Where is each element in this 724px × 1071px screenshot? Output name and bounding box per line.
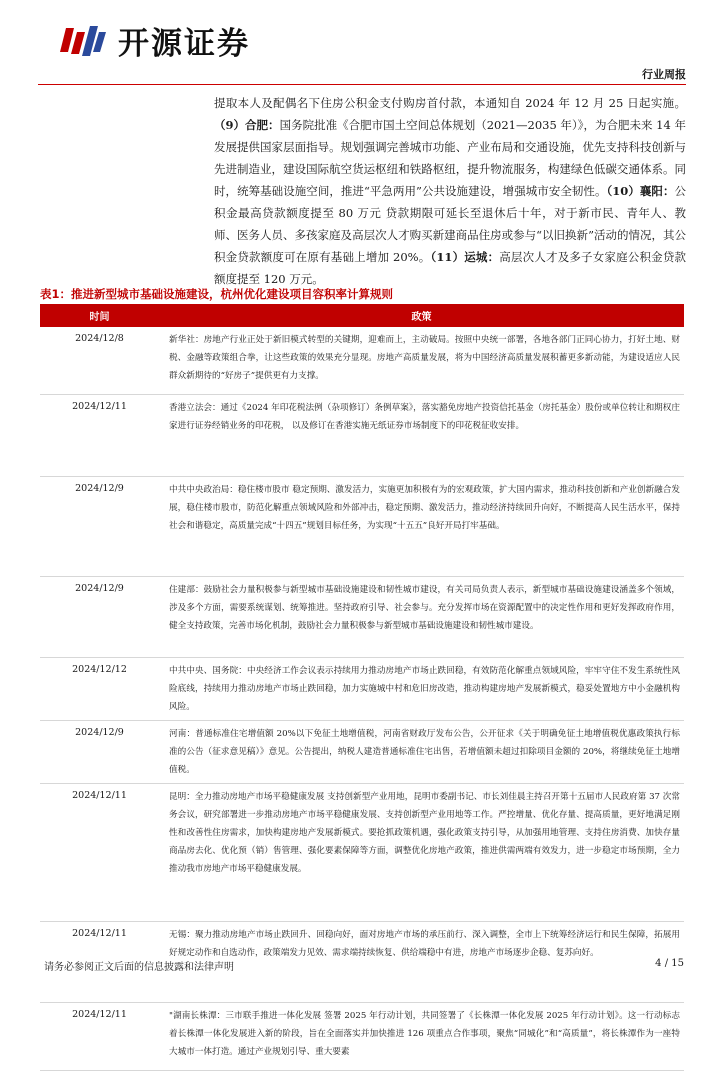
table-header-row — [40, 304, 684, 327]
row-date: 2024/12/8 — [40, 327, 159, 394]
table-row — [40, 576, 684, 657]
row-date: 2024/12/11 — [40, 921, 159, 1002]
column-header-policy: 政策 — [159, 304, 684, 327]
row-date: 2024/12/9 — [40, 476, 159, 576]
brand-name: 开源证券 — [118, 25, 250, 62]
row-policy-text: 香港立法会：通过《2024 年印花税法例（杂项修订）条例草案》，落实豁免房地产投资信托基金（房托基金）股份或单位转让和期权庄家进行证券经销业务的印花税， 以及修订在香港实施无纸证券市场制度下的印花税征收安排。 — [159, 394, 684, 476]
row-date: 2024/12/12 — [40, 657, 159, 720]
row-policy-text: 河南：普通标准住宅增值额 20%以下免征土地增值税，河南省财政厅发布公告，公开征求《关于明确免征土地增值税优惠政策执行标准的公告（征求意见稿）》意见。公告提出，纳税人建造普通标准住宅出售，若增值额未超过扣除项目金额的 20%，将继续免征土地增值税。 — [159, 720, 684, 783]
brand-logo — [58, 20, 250, 60]
paragraph-text: 提取本人及配偶名下住房公积金支付购房首付款，本通知自 2024 年 12 月 25 日起实施。 — [214, 96, 686, 110]
report-type-label: 行业周报 — [642, 68, 686, 81]
row-policy-text: 昆明：全力推动房地产市场平稳健康发展 支持创新型产业用地，昆明市委副书记、市长刘佳晨主持召开第十五届市人民政府第 37 次常务会议，研究部署进一步推动房地产市场平稳健康发展、支持创新型产业用地等工作。严控增量、优化存量、提高质量，更好地满足刚性和改善性住房需求，加快构建房地产发展新模式。要抢抓政策机遇，强化政策支持引导，从加强用地管理、支持住房消费、加快存量商品房去化、优化预（销）售管理、强化要素保障等方面，调整优化房地产政策，推进供需两端有效发力，进一步稳定市场预期，全力推动我市房地产市场平稳健康发展。 — [159, 783, 684, 921]
row-policy-text: 住建部：鼓励社会力量积极参与新型城市基础设施建设和韧性城市建设，有关司局负责人表示，新型城市基础设施建设涵盖多个领域，涉及多个方面，需要系统谋划、统筹推进。坚持政府引导、社会参与。充分发挥市场在资源配置中的决定性作用和更好发挥政府作用，健全支持政策，完善市场化机制，鼓励社会力量积极参与新型城市基础设施建设和韧性城市建设。 — [159, 576, 684, 657]
page-number: 4 / 15 — [655, 958, 684, 969]
row-policy-text: 无锡：聚力推动房地产市场止跌回升、回稳向好，面对房地产市场的承压前行、深入调整，全市上下统筹经济运行和民生保障，拓展用好规定动作和自选动作，政策端发力见效、需求端持续恢复、供给端稳中有进，房地产市场逐步企稳、复苏向好。 — [159, 921, 684, 1002]
logo-mark-icon — [58, 22, 110, 58]
row-date: 2024/12/9 — [40, 576, 159, 657]
row-date: 2024/12/11 — [40, 394, 159, 476]
row-policy-text: 中共中央、国务院：中央经济工作会议表示持续用力推动房地产市场止跌回稳，有效防范化解重点领域风险，牢牢守住不发生系统性风险底线，持续用力推动房地产市场止跌回稳，加力实施城中村和危旧房改造，推动构建房地产发展新模式，稳妥处置地方中小金融机构风险。 — [159, 657, 684, 720]
row-date: 2024/12/9 — [40, 720, 159, 783]
policy-table — [40, 304, 684, 1071]
row-policy-text: 新华社：房地产行业正处于新旧模式转型的关键期，迎难而上，主动破局。按照中央统一部署，各地各部门正同心协力，打好土地、财税、金融等政策组合拳，让这些政策的效果充分显现。房地产高质量发展，将为中国经济高质量发展积蓄更多新动能，为建设适应人民群众新期待的“好房子”提供更有力支撑。 — [159, 327, 684, 394]
city-heading-xiangyang: （10）襄阳： — [606, 184, 675, 198]
page-footer — [44, 958, 684, 973]
paragraph-text: 国务院批准《合肥市国土空间总体规划（2021—2035 年）》，为合肥未来 14 年发展提供国家层面指导。规划强调完善城市功能、产业布局和交通设施，优先支持科技创新与先进制造业，建设国际航空货运枢纽和铁路枢纽，提升物流服务，构建绿色低碳交通体系。同时，统筹基础设施空间，推进“平急两用”公共设施建设，增强城市安全韧性。 — [214, 118, 686, 198]
table-row — [40, 1002, 684, 1070]
table-row — [40, 720, 684, 783]
table-row — [40, 327, 684, 394]
table-row — [40, 783, 684, 921]
header-divider — [38, 84, 686, 85]
row-date: 2024/12/11 — [40, 1002, 159, 1070]
table-row — [40, 476, 684, 576]
body-paragraph — [214, 92, 686, 290]
column-header-time: 时间 — [40, 304, 159, 327]
table-row — [40, 394, 684, 476]
page-header — [0, 0, 724, 80]
row-date: 2024/12/11 — [40, 783, 159, 921]
disclaimer-text: 请务必参阅正文后面的信息披露和法律声明 — [44, 962, 234, 973]
city-heading-hefei: （9）合肥： — [214, 118, 280, 132]
city-heading-yuncheng: （11）运城： — [430, 250, 500, 264]
row-policy-text: "湖南长株潭：三市联手推进一体化发展 签署 2025 年行动计划，共同签署了《长株潭一体化发展 2025 年行动计划》。这一行动标志着长株潭一体化发展进入新的阶段，旨在全面落实并加快推进 126 项重点合作事项，聚焦“同城化”和“高质量”，将长株潭作为一座特大城市一体打造。通过产业规划引导、重大要素 — [159, 1002, 684, 1070]
table-title: 表1：推进新型城市基础设施建设，杭州优化建设项目容积率计算规则 — [40, 287, 393, 301]
row-policy-text: 中共中央政治局：稳住楼市股市 稳定预期、激发活力，实施更加积极有为的宏观政策，扩大国内需求，推动科技创新和产业创新融合发展，稳住楼市股市，防范化解重点领域风险和外部冲击，稳定预期、激发活力，推动经济持续回升向好，不断提高人民生活水平，保持社会和谐稳定，高质量完成“十四五”规划目标任务，为实现“十五五”良好开局打牢基础。 — [159, 476, 684, 576]
paragraph-text: 高层次人才及多子女家庭公积金贷款额度提至 120 万元。 — [214, 250, 686, 286]
table-row — [40, 657, 684, 720]
paragraph-text: 公积金最高贷款额度提至 80 万元 贷款期限可延长至退休后十年，对于新市民、青年人、教师、医务人员、多孩家庭及高层次人才购买新建商品住房或参与“以旧换新”活动的情况，其公积金贷款额度可在原有基础上增加 20%。 — [214, 184, 686, 264]
